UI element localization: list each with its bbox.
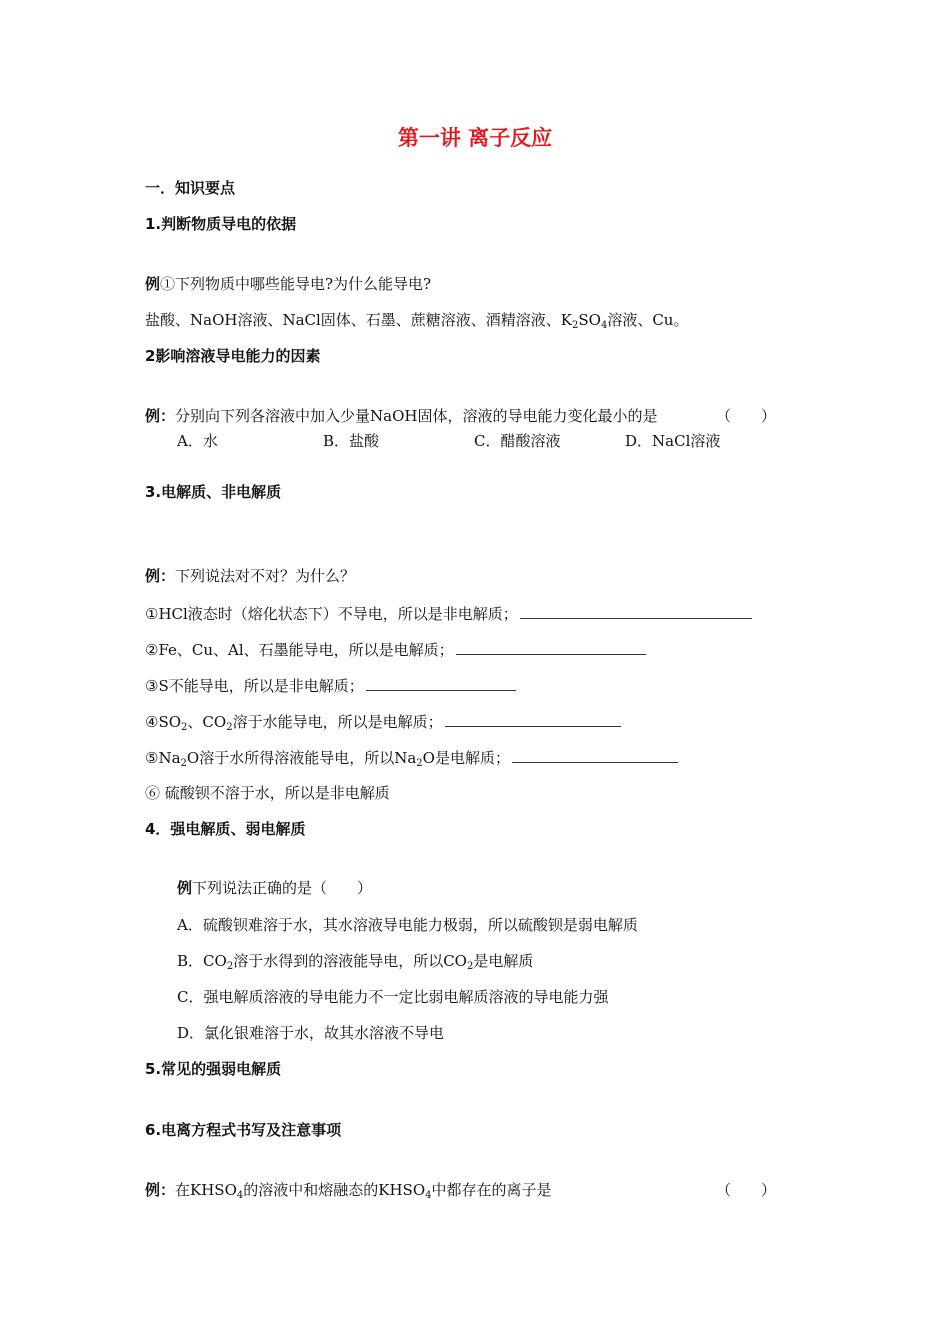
- subscript: 2: [181, 722, 188, 733]
- question-text: ①下列物质中哪些能导电?为什么能导电?: [160, 275, 432, 293]
- statement-text: 、CO: [187, 713, 227, 731]
- option-a: A．水: [177, 432, 218, 450]
- question-text: 在KHSO: [175, 1181, 237, 1199]
- statement-text: ③S不能导电，所以是非电解质；: [145, 677, 364, 695]
- statement-2: [145, 639, 646, 660]
- example-label: 例：: [145, 567, 176, 585]
- subscript: 2: [226, 961, 234, 972]
- example-1-question: [145, 274, 431, 294]
- answer-blank[interactable]: [445, 711, 621, 727]
- option-b: [177, 951, 533, 971]
- heading-1: 1.判断物质导电的依据: [145, 215, 297, 233]
- answer-blank[interactable]: [366, 675, 516, 691]
- answer-blank[interactable]: [456, 639, 646, 655]
- answer-blank[interactable]: [512, 747, 678, 763]
- heading-5: 5.常见的强弱电解质: [145, 1060, 282, 1078]
- statement-text: ②Fe、Cu、Al、石墨能导电，所以是电解质；: [145, 641, 454, 659]
- option-b: B．盐酸: [323, 432, 380, 450]
- subscript: 2: [180, 758, 187, 769]
- example-1-items: [145, 310, 688, 330]
- statement-text: ④SO: [145, 713, 182, 731]
- option-a: A．硫酸钡难溶于水，其水溶液导电能力极弱，所以硫酸钡是弱电解质: [177, 916, 638, 934]
- example-4-question: [177, 878, 372, 898]
- answer-blank[interactable]: [520, 603, 752, 619]
- option-d: D．NaCl溶液: [625, 432, 721, 450]
- subscript: 4: [425, 1190, 432, 1201]
- question-text: 下列说法对不对？为什么？: [175, 567, 356, 585]
- subscript: 2: [416, 758, 423, 769]
- items-text: 盐酸、NaOH溶液、NaCl固体、石墨、蔗糖溶液、酒精溶液、K: [145, 311, 572, 329]
- answer-parentheses: （ ）: [716, 1181, 777, 1199]
- items-text: 溶液、Cu。: [607, 311, 689, 329]
- statement-text: O是电解质；: [422, 749, 510, 767]
- subscript: 2: [572, 320, 579, 331]
- items-text: SO: [578, 311, 601, 329]
- heading-4: 4．强电解质、弱电解质: [145, 820, 306, 838]
- statement-text: 溶于水能导电，所以是电解质；: [232, 713, 443, 731]
- heading-2: 2影响溶液导电能力的因素: [145, 347, 321, 365]
- example-label: 例: [177, 879, 193, 897]
- example-2-question: [145, 406, 657, 426]
- subscript: 2: [466, 961, 474, 972]
- option-c: C．醋酸溶液: [474, 432, 561, 450]
- statement-text: ⑤Na: [145, 749, 181, 767]
- example-label: 例: [145, 275, 161, 293]
- statement-4: [145, 711, 621, 732]
- option-text: B．CO: [177, 952, 227, 970]
- heading-6: 6.电离方程式书写及注意事项: [145, 1121, 342, 1139]
- option-text: 溶于水得到的溶液能导电，所以CO: [233, 952, 467, 970]
- example-label: 例：: [145, 1181, 176, 1199]
- section-heading: 一．知识要点: [145, 179, 236, 197]
- statement-5: [145, 747, 678, 768]
- statement-3: [145, 675, 516, 696]
- question-text: 中都存在的离子是: [431, 1181, 552, 1199]
- subscript: 4: [600, 320, 608, 331]
- option-text: 是电解质: [473, 952, 534, 970]
- example-label: 例：: [145, 407, 176, 425]
- option-d: D．氯化银难溶于水，故其水溶液不导电: [177, 1024, 445, 1042]
- option-c: C．强电解质溶液的导电能力不一定比弱电解质溶液的导电能力强: [177, 988, 609, 1006]
- statement-6: ⑥ 硫酸钡不溶于水，所以是非电解质: [145, 784, 390, 802]
- heading-3: 3.电解质、非电解质: [145, 483, 282, 501]
- question-text: 下列说法正确的是（ ）: [192, 879, 373, 897]
- example-6-question: [145, 1180, 552, 1200]
- answer-parentheses: （ ）: [716, 407, 777, 425]
- statement-text: O溶于水所得溶液能导电，所以Na: [186, 749, 417, 767]
- page-title: 第一讲 离子反应: [397, 126, 553, 150]
- statement-text: ①HCl液态时（熔化状态下）不导电，所以是非电解质；: [145, 605, 518, 623]
- question-text: 的溶液中和熔融态的KHSO: [243, 1181, 426, 1199]
- statement-1: [145, 603, 752, 624]
- subscript: 4: [236, 1190, 244, 1201]
- example-3-question: [145, 566, 355, 586]
- subscript: 2: [226, 722, 233, 733]
- question-text: 分别向下列各溶液中加入少量NaOH固体，溶液的导电能力变化最小的是: [175, 407, 658, 425]
